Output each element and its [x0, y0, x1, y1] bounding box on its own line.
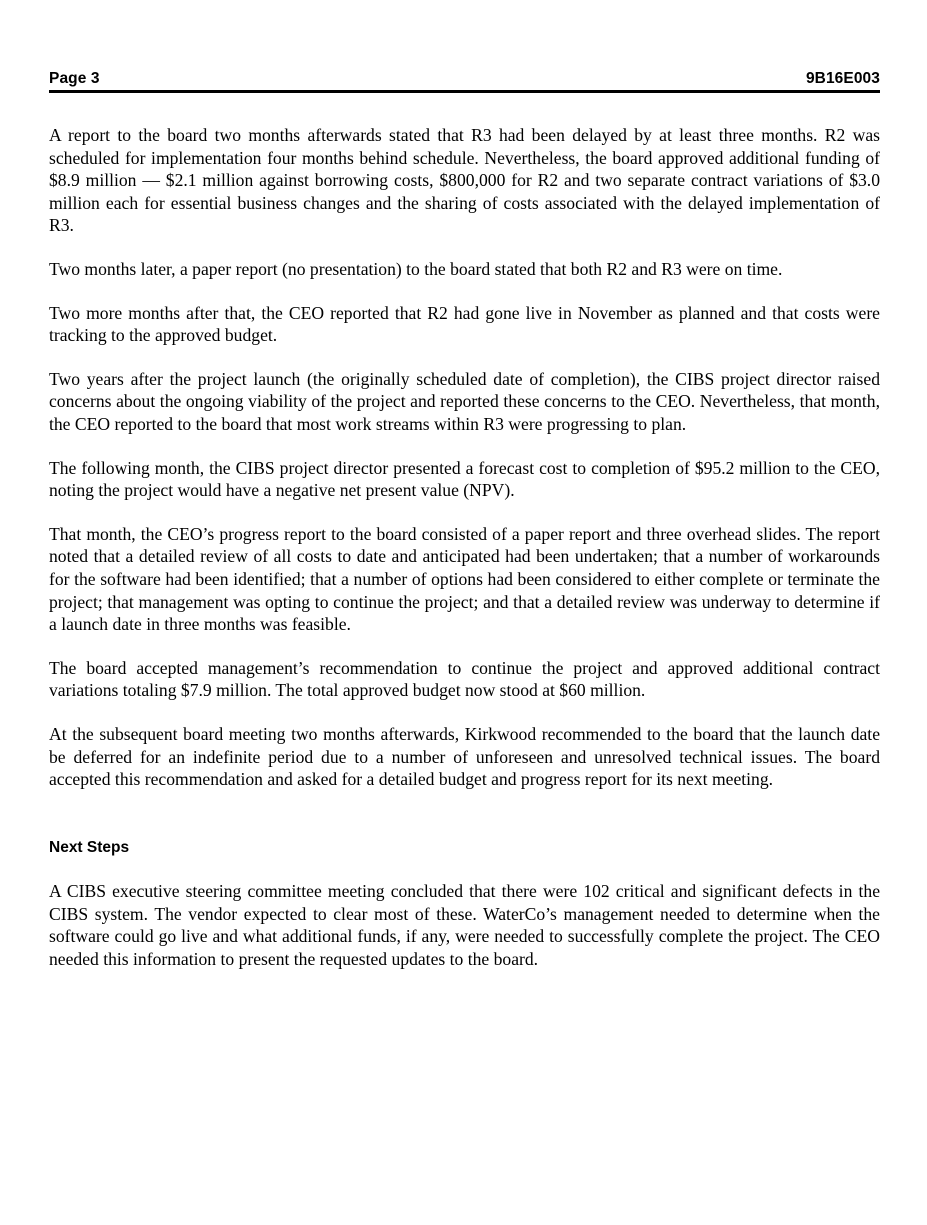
body-paragraph: At the subsequent board meeting two months afterwards, Kirkwood recommended to the board that the launch date be deferred for an indefinite period due to a number of unforeseen and unresolved technical issues. The board accepted this recommendation and asked for a detailed budget and progress report for its next meeting.: [49, 723, 880, 790]
next-steps-section: [49, 813, 880, 971]
body-paragraph: That month, the CEO’s progress report to the board consisted of a paper report and three overhead slides. The report noted that a detailed review of all costs to date and anticipated had been undertaken; that a number of workarounds for the software had been identified; that a number of options had been considered to either complete or terminate the project; that management was opting to continue the project; and that a detailed review was underway to determine if a launch date in three months was feasible.: [49, 523, 880, 635]
header-divider-rule: [49, 90, 880, 93]
document-code-label: 9B16E003: [805, 70, 880, 87]
body-paragraph: A report to the board two months afterwards stated that R3 had been delayed by at least three months. R2 was scheduled for implementation four months behind schedule. Nevertheless, the board approved additional funding of $8.9 million — $2.1 million against borrowing costs, $800,000 for R2 and two separate contract variations of $3.0 million each for essential business changes and the sharing of costs associated with the delayed implementation of R3.: [49, 125, 880, 236]
page-content-area: [49, 0, 880, 971]
running-header: [49, 0, 880, 87]
next-steps-heading: Next Steps: [49, 838, 130, 856]
page-number-label: Page 3: [49, 70, 100, 87]
body-paragraph: Two years after the project launch (the originally scheduled date of completion), the CIBS project director raised concerns about the ongoing viability of the project and reported these concerns to the CEO. Nevertheless, that month, the CEO reported to the board that most work streams within R3 were progressing to plan.: [49, 368, 880, 434]
body-paragraph: Two months later, a paper report (no presentation) to the board stated that both R2 and R3 were on time.: [49, 259, 783, 280]
body-paragraph: Two more months after that, the CEO reported that R2 had gone live in November as planned and that costs were tracking to the approved budget.: [49, 302, 880, 346]
body-paragraph: The following month, the CIBS project director presented a forecast cost to completion of $95.2 million to the CEO, noting the project would have a negative net present value (NPV).: [49, 457, 880, 501]
next-steps-paragraph: A CIBS executive steering committee meeting concluded that there were 102 critical and significant defects in the CIBS system. The vendor expected to clear most of these. WaterCo’s management needed to determine when the software could go live and what additional funds, if any, were needed to successfully complete the project. The CEO needed this information to present the requested updates to the board.: [49, 881, 880, 970]
body-content: [49, 124, 880, 971]
body-paragraph: The board accepted management’s recommendation to continue the project and approved additional contract variations totaling $7.9 million. The total approved budget now stood at $60 million.: [49, 657, 880, 701]
